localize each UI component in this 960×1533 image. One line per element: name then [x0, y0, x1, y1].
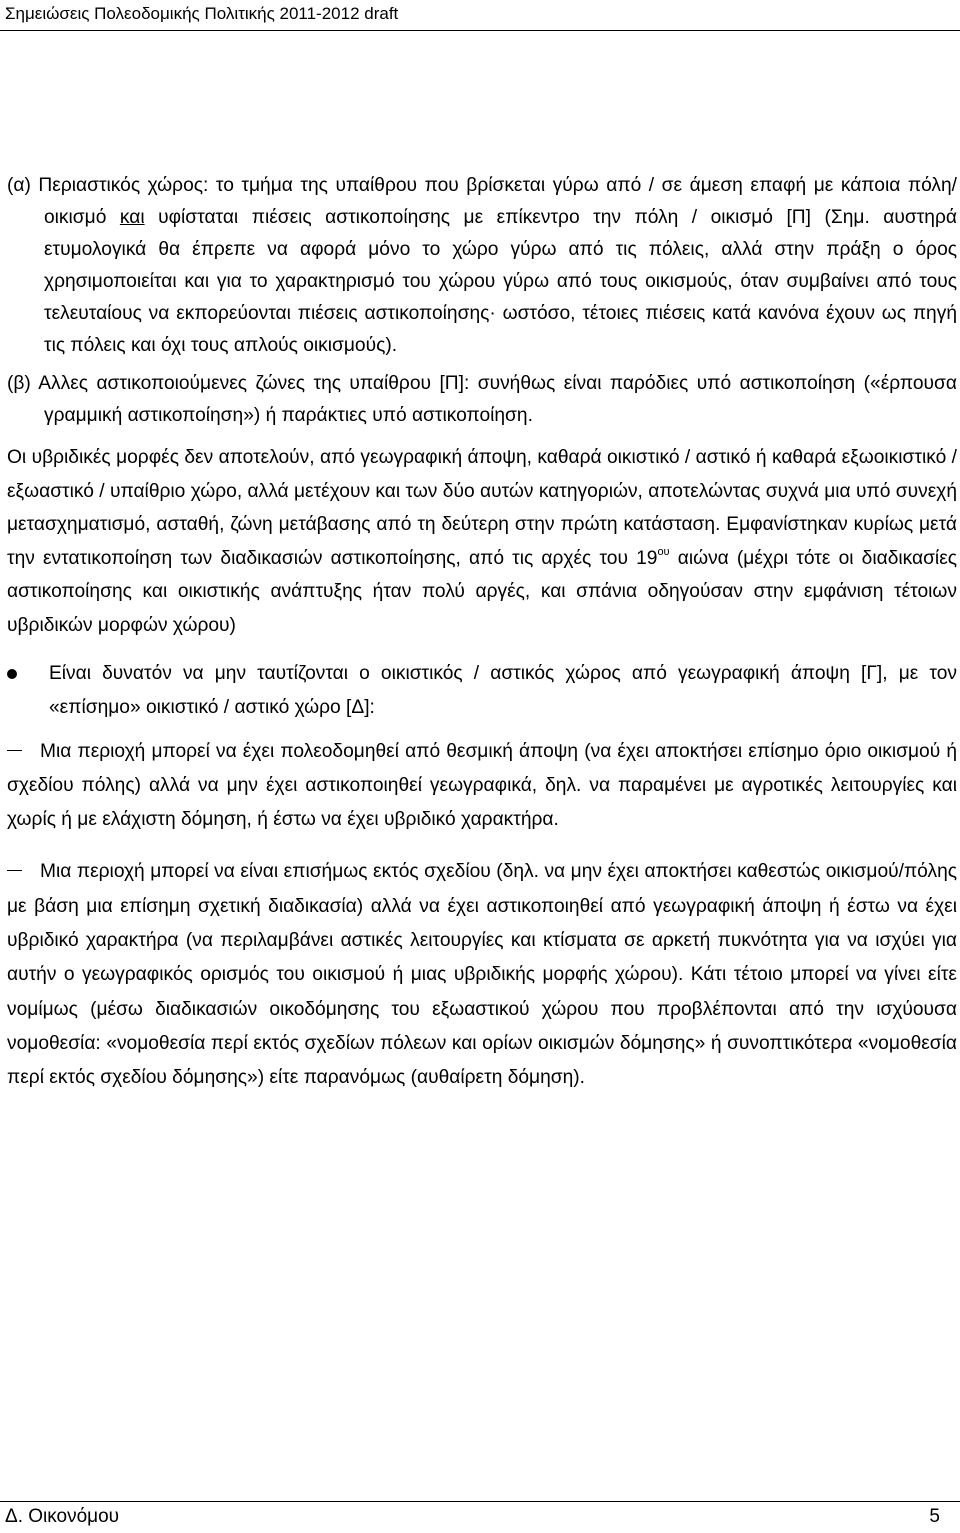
dash-item-2 — [7, 855, 957, 1095]
dash-item-1 — [7, 735, 957, 838]
page-header-title: Σημειώσεις Πολεοδομικής Πολιτικής 2011-2012 draft — [5, 4, 399, 23]
paragraph-main-text-1: Οι υβριδικές μορφές δεν αποτελούν, από γεωγραφική άποψη, καθαρά οικιστικό / αστικό ή καθαρά εξωοικιστικό / εξωαστικό / υπαίθριο χώρο, αλλά μετέχουν και των δύο αυτών κατηγοριών, αποτελώντας συχνά μια υπό συνεχή μετασχηματισμό, ασταθή, ζώνη μετάβασης από τη δεύτερη στην πρώτη κατάσταση. Εμφανίστηκαν κυρίως μετά την εντατικοποίηση των διαδικασιών αστικοποίησης, από τις αρχές του 19 — [7, 447, 957, 569]
dash-icon — [7, 750, 22, 751]
superscript-ordinal: ου — [657, 545, 670, 558]
footer-divider — [0, 1501, 960, 1502]
paragraph-a-text-2: υφίσταται πιέσεις αστικοποίησης με επίκεντρο την πόλη / οικισμό [Π] (Σημ. αυστηρά ετυμολογικά θα έπρεπε να αφορά μόνο το χώρο γύρω από τις πόλεις, αλλά στην πράξη ο όρος χρησιμοποιείται και για το χαρακτηρισμό του χώρου γύρω από τους οικισμούς, όταν συμβαίνει από τους τελευταίους να εκπορεύονται πιέσεις αστικοποίησης· ωστόσο, τέτοιες πιέσεις κατά κανόνα έχουν ως πηγή τις πόλεις και όχι τους απλούς οικισμούς). — [44, 207, 957, 356]
paragraph-main-text-2: αιώνα (μέχρι τότε οι διαδικασίες αστικοποίησης και οικιστικής ανάπτυξης ήταν πολύ αργές, και σπάνια οδηγούσαν στην εμφάνιση τέτοιων υβριδικών μορφών χώρου) — [7, 547, 957, 636]
document-body — [7, 170, 957, 1096]
header-divider — [0, 30, 960, 31]
paragraph-a-text-1: (α) Περιαστικός χώρος: το τμήμα της υπαίθρου που βρίσκεται γύρω από / σε άμεση επαφή με κάποια πόλη/οικισμό — [7, 175, 957, 228]
bullet-item — [7, 657, 957, 725]
bullet-text: Είναι δυνατόν να μην ταυτίζονται ο οικιστικός / αστικός χώρος από γεωγραφική άποψη [Γ], με τον «επίσημο» οικιστικό / αστικό χώρο [Δ]: — [49, 662, 957, 718]
underlined-word: και — [119, 207, 145, 228]
dash-item-2-text: Μια περιοχή μπορεί να είναι επισήμως εκτός σχεδίου (δηλ. να μην έχει αποκτήσει καθεστώς οικισμού/πόλης με βάση μια επίσημη σχετική διαδικασία) αλλά να έχει αστικοποιηθεί από γεωγραφική άποψη ή έστω να έχει υβριδικό χαρακτήρα (να περιλαμβάνει αστικές λειτουργίες και κτίσματα σε αρκετή πυκνότητα για να ισχύει για αυτήν ο γεωγραφικός ορισμός του οικισμού ή μιας υβριδικής μορφής χώρου). Κάτι τέτοιο μπορεί να γίνει είτε νομίμως (μέσω διαδικασιών οικοδόμησης του εξωαστικού χώρου που προβλέπονται από την ισχύουσα νομοθεσία: «νομοθεσία περί εκτός σχεδίων πόλεων και ορίων οικισμών δόμησης» ή συνοπτικότερα «νομοθεσία περί εκτός σχεδίου δόμησης») είτε παρανόμως (αυθαίρετη δόμηση). — [7, 861, 957, 1089]
dash-item-1-text: Μια περιοχή μπορεί να έχει πολεοδομηθεί από θεσμική άποψη (να έχει αποκτήσει επίσημο όριο οικισμού ή σχεδίου πόλης) αλλά να μην έχει αστικοποιηθεί γεωγραφικά, δηλ. να παραμένει με αγροτικές λειτουργίες και χωρίς ή με ελάχιστη δόμηση, ή έστω να έχει υβριδικό χαρακτήρα. — [7, 740, 957, 831]
paragraph-hybrid-forms — [7, 441, 957, 643]
paragraph-definition-b: (β) Αλλες αστικοποιούμενες ζώνες της υπαίθρου [Π]: συνήθως είναι παρόδιες υπό αστικοποίηση («έρπουσα γραμμική αστικοποίηση») ή παράκτιες υπό αστικοποίηση. — [7, 373, 957, 426]
bullet-dot-icon — [7, 669, 17, 679]
page-number: 5 — [929, 1506, 940, 1527]
paragraph-definition-a — [7, 170, 957, 362]
footer-author: Δ. Οικονόμου — [5, 1506, 120, 1527]
dash-icon — [7, 870, 22, 871]
